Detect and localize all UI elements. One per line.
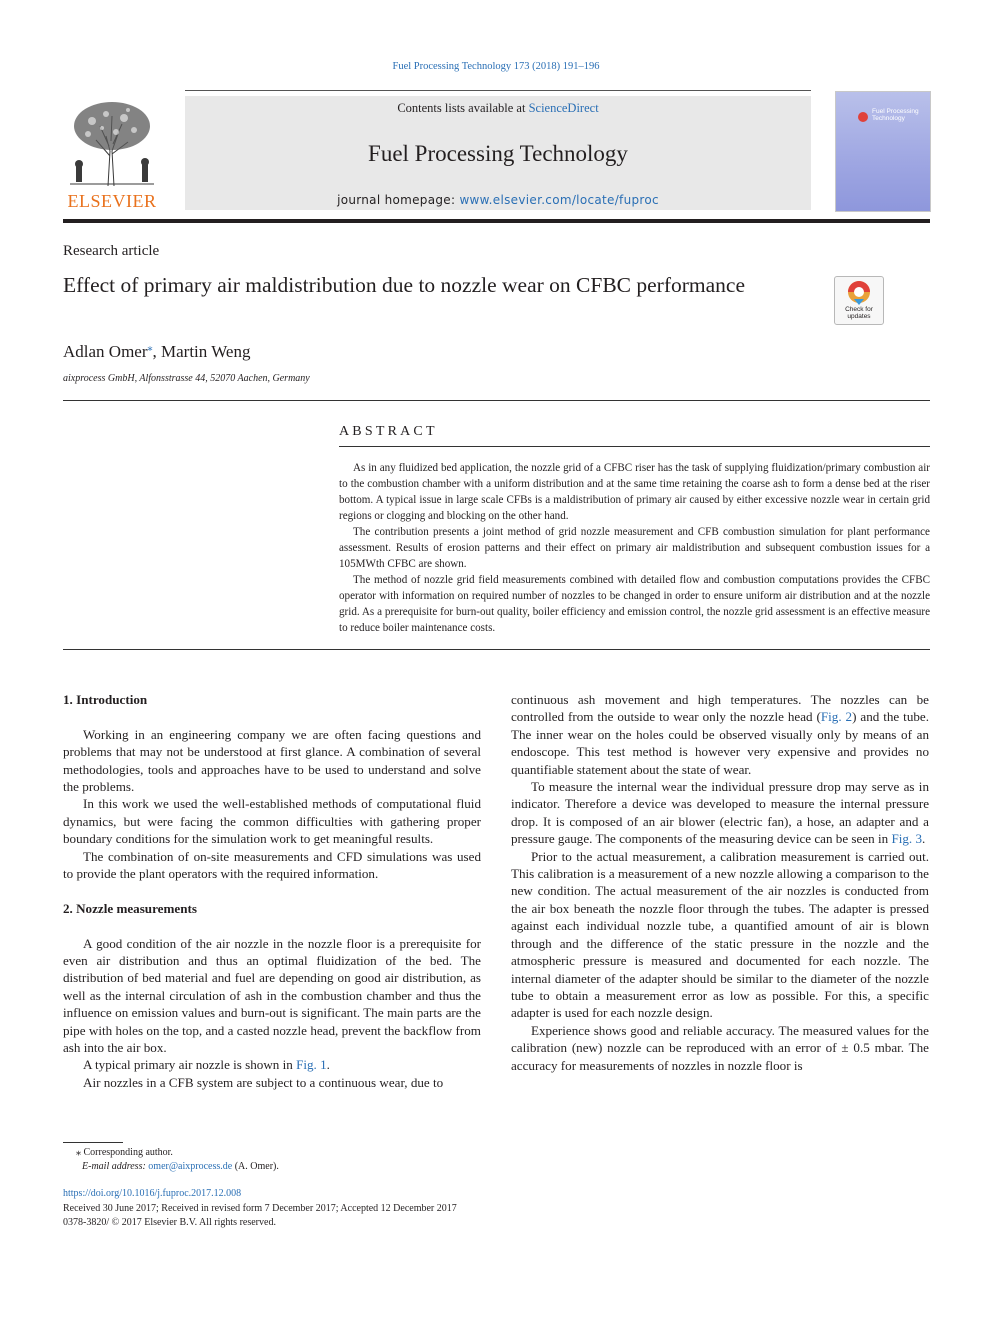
section-heading-nozzle-measurements: 2. Nozzle measurements <box>63 900 197 916</box>
publisher-name: ELSEVIER <box>67 191 157 211</box>
fig-2-link[interactable]: Fig. 2 <box>820 709 853 725</box>
footnote-text: Corresponding author. <box>83 1147 173 1158</box>
email-link[interactable]: omer@aixprocess.de <box>148 1161 233 1172</box>
abstract-rule <box>339 446 930 447</box>
contents-prefix: Contents lists available at <box>397 101 529 115</box>
email-owner: (A. Omer). <box>232 1161 279 1172</box>
body-paragraph: The combination of on-site measurements and CFD simulations was used to provide the plant operators with the required information. <box>63 848 481 882</box>
check-for-updates-button[interactable] <box>834 276 884 325</box>
article-type: Research article <box>63 243 160 259</box>
section-heading-introduction: 1. Introduction <box>63 692 148 707</box>
footnote-corresponding <box>63 1146 173 1160</box>
body-paragraph: In this work we used the well-established methods of computational fluid dynamics, but were facing the common difficulties with gathering proper boundary conditions for the simulation work to get meaningful results. <box>63 796 481 847</box>
abstract-paragraph: As in any fluidized bed application, the nozzle grid of a CFBC riser has the task of supplying fluidization/primary combustion air to the combustion chamber with a uniform distribution and at the same time retaining the coarse ash to form a dense bed at the riser bottom. A typical issue in large scale CFBs is a maldistribution of primary air caused by either excessive nozzle wear in certain grid regions or clogging and blocking on the other hand. <box>339 462 930 522</box>
copyright: 0378-3820/ © 2017 Elsevier B.V. All rights reserved. <box>63 1217 276 1228</box>
body-paragraph: A good condition of the air nozzle in the nozzle floor is a prerequisite for even air distribution and thus an optimal fluidization of the bed. The distribution of bed material and fuel are depending on good air distribution, as well as the internal circulation of ash in the combustion chamber and thus the influence on emission values and burn-out is significant. The main parts are the pipe with holes on the top, and a casted nozzle head, prevent the backflow from ash into the air box. <box>63 935 481 1056</box>
author-list <box>63 342 250 362</box>
author-separator: , <box>152 342 162 361</box>
text-run: continuous ash movement and high temperatures. The nozzles can be controlled from the outside to wear only the nozzle head ( <box>511 692 929 725</box>
body-paragraph: Prior to the actual measurement, a calibration measurement is carried out. This calibration is a measurement of a new nozzle allowing a comparison to the new condition. The actual measurement of the air nozzles is conducted from the air box beneath the nozzle floor through the tubes. The adapter is pressed against each individual nozzle tube, a quantified amount of air is blown through and the difference of the static pressure in the nozzle and the atmospheric pressure is measured and documented for each nozzle. The internal diameter of the adapter should be similar to the diameter of the nozzle tube to obtain a measurement error as low as possible. For this, a specific adapter is used for each nozzle design. <box>511 848 929 1021</box>
abstract-paragraph: The contribution presents a joint method of grid nozzle measurement and CFB combustion simulation for plant performance assessment. Results of erosion patterns and their effect on primary air maldistribution and subsequent combustion issues for a 105MWth CFBC are shown. <box>339 526 930 570</box>
journal-cover[interactable] <box>835 91 931 212</box>
body-paragraph <box>511 778 929 848</box>
author-1[interactable]: Adlan Omer <box>63 342 148 361</box>
body-paragraph <box>511 691 929 778</box>
text-run: . <box>326 1057 330 1073</box>
body-right-column <box>511 691 929 1074</box>
abstract-end-rule <box>63 649 930 650</box>
fig-1-link[interactable]: Fig. 1 <box>296 1057 327 1073</box>
meta-rule <box>63 400 930 401</box>
text-run: ) and the tube. The inner wear on the holes could be observed visually only by means of an endoscope. This test method is however very expensive and provides no quantifiable statement about the state of wear. <box>511 709 930 777</box>
abstract-heading: ABSTRACT <box>339 424 438 439</box>
journal-homepage <box>185 193 811 207</box>
text-run: . <box>922 831 926 847</box>
body-paragraph <box>63 1056 481 1073</box>
journal-title: Fuel Processing Technology <box>368 141 628 166</box>
abstract-paragraph: The method of nozzle grid field measurements combined with detailed flow and combustion computations provides the CFBC operator with information on required number of nozzles to be changed in order to ensure uniform air distribution and at the nozzle grid. As a prerequisite for burn-out quality, boiler efficiency and emission control, the nozzle grid assessment is an effective measure to reduce boiler maintenance costs. <box>339 574 930 634</box>
elsevier-logo[interactable] <box>62 96 162 212</box>
header-rule <box>63 219 930 223</box>
homepage-link[interactable]: www.elsevier.com/locate/fuproc <box>459 193 659 207</box>
banner-top-rule <box>185 90 811 91</box>
body-left-column <box>63 691 481 1091</box>
homepage-prefix: journal homepage: <box>337 193 460 207</box>
doi-link[interactable]: https://doi.org/10.1016/j.fuproc.2017.12.008 <box>63 1188 242 1199</box>
affiliation: aixprocess GmbH, Alfonsstrasse 44, 52070 Aachen, Germany <box>63 373 310 384</box>
cover-badge-icon <box>858 112 868 122</box>
fig-3-link[interactable]: Fig. 3 <box>891 831 922 847</box>
abstract-body <box>339 460 930 636</box>
corresponding-mark[interactable]: ⁎ <box>147 342 153 354</box>
footnote-email <box>82 1160 279 1174</box>
article-title: Effect of primary air maldistribution due to nozzle wear on CFBC performance <box>63 273 746 297</box>
check-updates-label: Check for updates <box>845 306 873 320</box>
body-paragraph: Working in an engineering company we are often facing questions and problems that may not be understood at first glance. A combination of several methodologies, tools and approaches have to be used to understand and solve the problems. <box>63 726 481 795</box>
cover-title: Fuel Processing Technology <box>872 108 919 122</box>
received-dates: Received 30 June 2017; Received in revised form 7 December 2017; Accepted 12 December 2017 <box>63 1203 457 1214</box>
footnote-rule <box>63 1142 123 1143</box>
body-paragraph: Air nozzles in a CFB system are subject to a continuous wear, due to <box>83 1074 444 1090</box>
author-2[interactable]: Martin Weng <box>161 342 251 361</box>
elsevier-tree-icon <box>62 96 162 191</box>
contents-availability <box>185 101 811 116</box>
sciencedirect-link[interactable]: ScienceDirect <box>528 101 599 115</box>
body-paragraph: Experience shows good and reliable accuracy. The measured values for the calibration (new) nozzle can be reproduced with an error of ± 0.5 mbar. The accuracy for measurements of nozzles in nozzle floor is <box>511 1022 929 1073</box>
text-run: To measure the internal wear the individual pressure drop may serve as in indicator. Therefore a device was developed to measure the internal pressure drop. It is composed of an air blower (electric fan), a hose, an adapter and a pressure gauge. The components of the measuring device can be seen in <box>511 779 929 847</box>
email-label: E-mail address: <box>82 1161 149 1172</box>
running-head[interactable]: Fuel Processing Technology 173 (2018) 191–196 <box>392 61 600 72</box>
text-run: A typical primary air nozzle is shown in <box>83 1057 297 1073</box>
footnote-mark: ⁎ <box>76 1147 81 1158</box>
check-updates-icon <box>835 277 883 307</box>
